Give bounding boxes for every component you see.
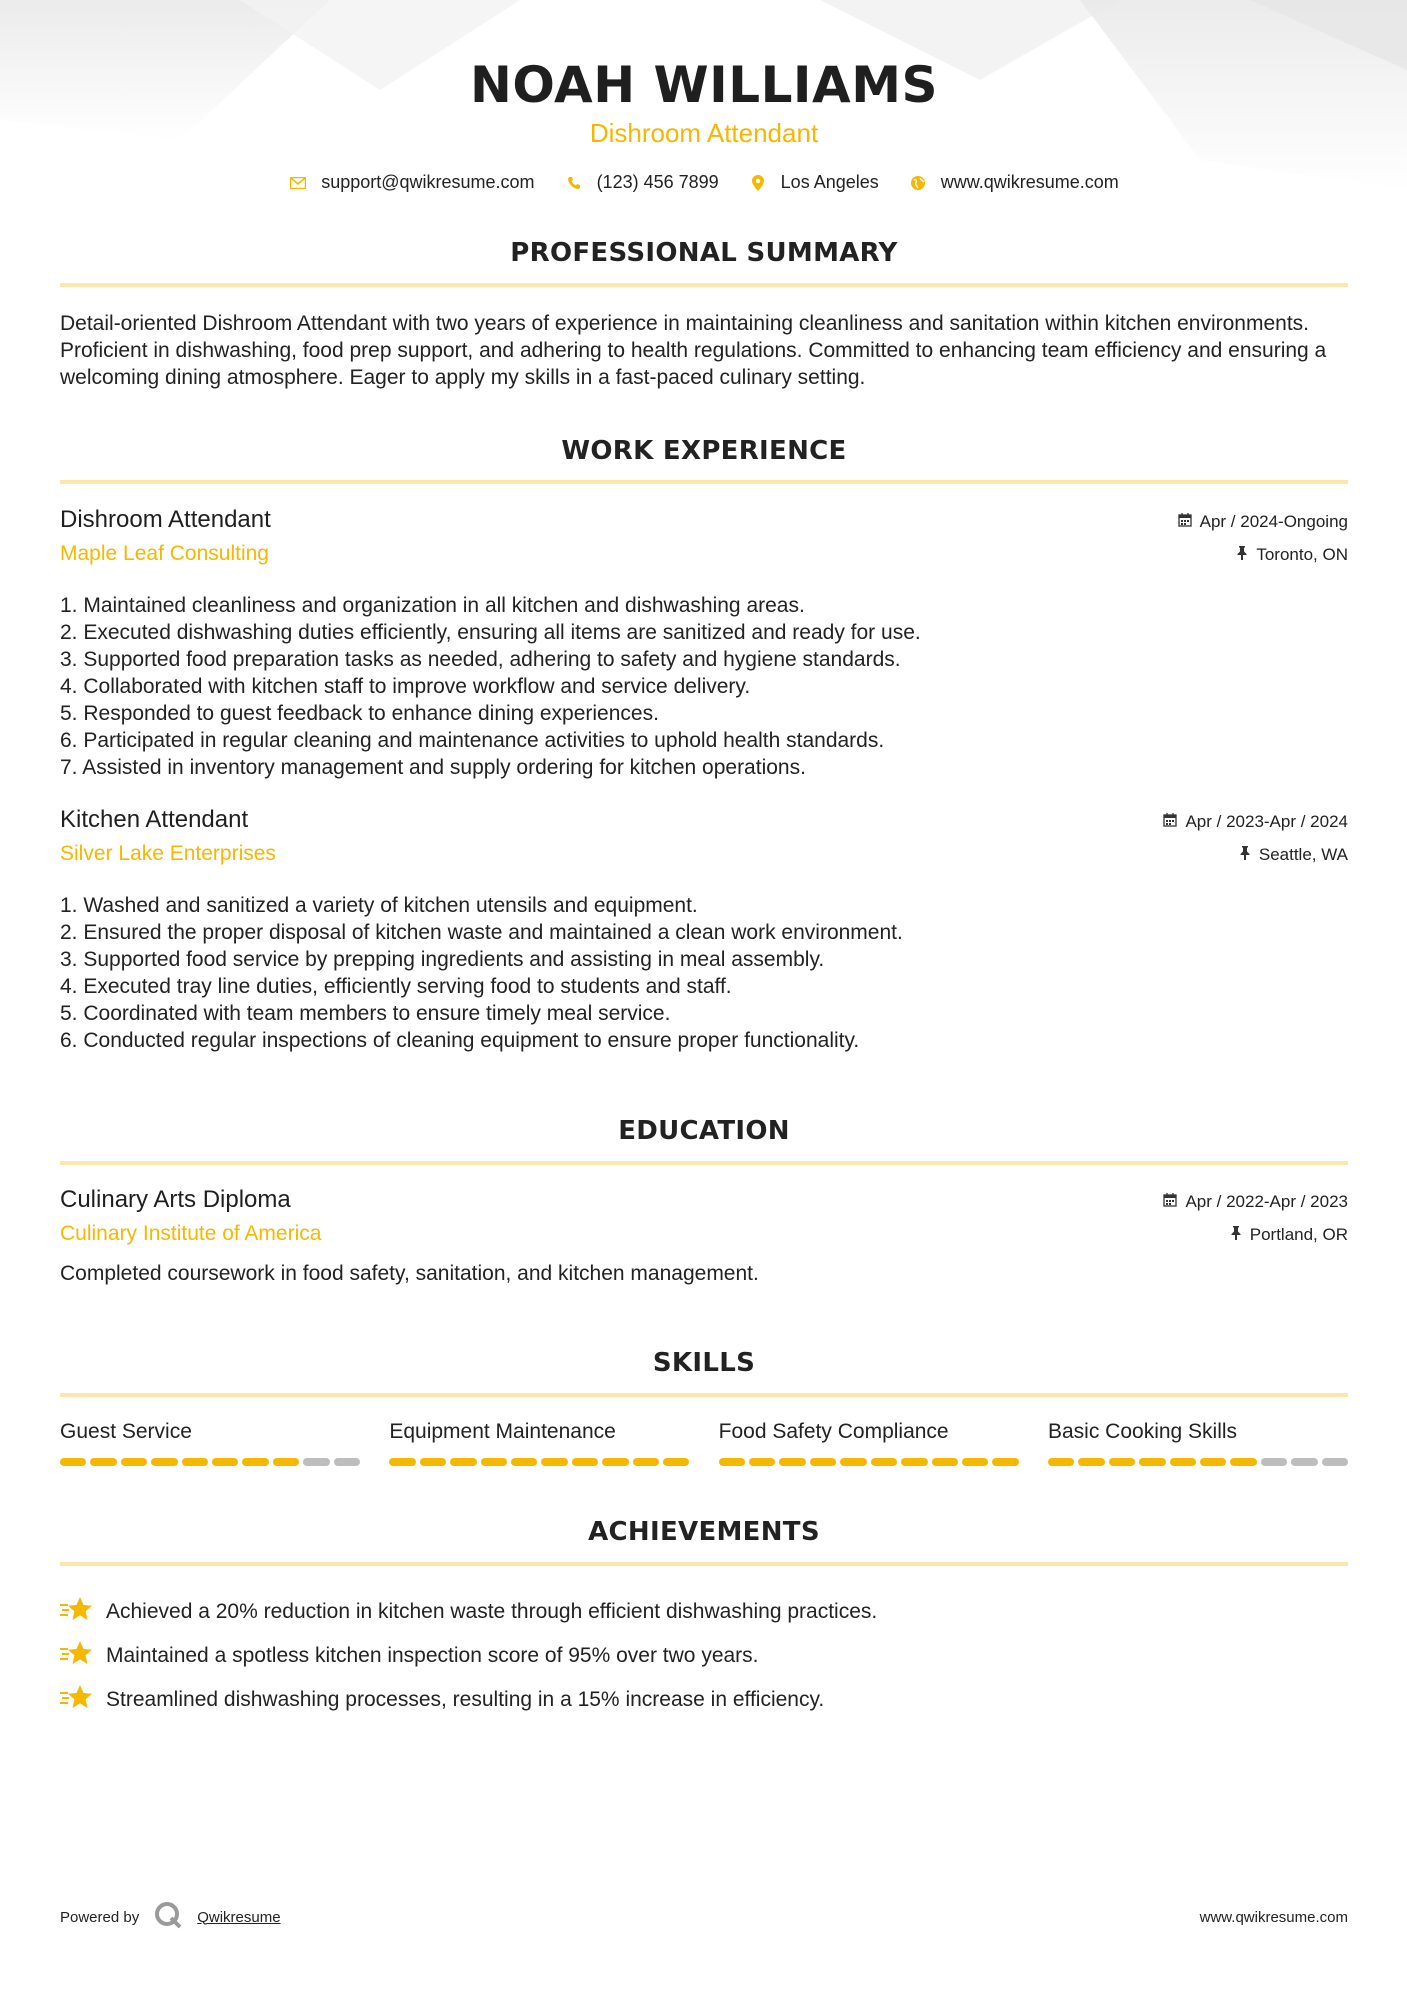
job-location-text: Toronto, ON (1256, 545, 1348, 564)
skill-meter (719, 1458, 1019, 1466)
skill-meter-segment (1291, 1458, 1317, 1466)
skill-meter-segment (633, 1458, 659, 1466)
skill-meter-segment (389, 1458, 415, 1466)
job-company: Maple Leaf Consulting (60, 542, 269, 565)
job-company: Silver Lake Enterprises (60, 842, 276, 865)
contact-location-text: Los Angeles (780, 172, 879, 192)
globe-icon (909, 174, 927, 192)
section-title-achievements: ACHIEVEMENTS (588, 1517, 820, 1547)
section-divider (60, 480, 1348, 484)
contact-website-text: www.qwikresume.com (940, 172, 1119, 192)
achievement-text: Maintained a spotless kitchen inspection score of 95% over two years. (106, 1644, 759, 1667)
skill-meter-segment (1139, 1458, 1165, 1466)
list-item: 4. Collaborated with kitchen staff to improve workflow and service delivery. (60, 675, 751, 698)
skill-name: Guest Service (60, 1420, 192, 1443)
job-date (1178, 512, 1348, 532)
star-icon (60, 1683, 92, 1717)
skill-meter-segment (749, 1458, 775, 1466)
list-item: 1. Washed and sanitized a variety of kitchen utensils and equipment. (60, 894, 698, 917)
list-item: 2. Ensured the proper disposal of kitchen waste and maintained a clean work environment. (60, 921, 903, 944)
education-location-text: Portland, OR (1249, 1225, 1348, 1244)
summary-text: Detail-oriented Dishroom Attendant with two years of experience in maintaining cleanliness and sanitation within kitchen environments. Proficient in dishwashing, food prep support, and adhering to health regulations. Committed to enhancing team efficiency and ensuring a welcoming dining atmosphere. Eager to apply my skills in a fast-paced culinary setting. (60, 312, 1327, 389)
job-date-text: Apr / 2023-Apr / 2024 (1185, 812, 1348, 831)
list-item: 6. Participated in regular cleaning and maintenance activities to uphold health standards. (60, 729, 885, 752)
skill-meter-segment (212, 1458, 238, 1466)
qwikresume-logo-icon (153, 1900, 183, 1934)
skill-meter-segment (242, 1458, 268, 1466)
section-title-experience: WORK EXPERIENCE (561, 436, 847, 466)
pushpin-icon (1230, 1225, 1242, 1245)
job-title: Dishroom Attendant (60, 506, 271, 533)
achievement-item (60, 1634, 1348, 1678)
star-icon (60, 1595, 92, 1629)
skill-meter (1048, 1458, 1348, 1466)
contact-phone[interactable] (565, 172, 719, 193)
job-date-text: Apr / 2024-Ongoing (1199, 512, 1348, 531)
list-item: 5. Coordinated with team members to ensure timely meal service. (60, 1002, 671, 1025)
skill-meter-segment (151, 1458, 177, 1466)
education-header (60, 1186, 1348, 1252)
job-header (60, 506, 1348, 572)
list-item: 2. Executed dishwashing duties efficiently, ensuring all items are sanitized and ready for use. (60, 621, 921, 644)
job-date (1163, 812, 1348, 832)
skill-meter-segment (420, 1458, 446, 1466)
section-divider (60, 1562, 1348, 1566)
list-item: 6. Conducted regular inspections of cleaning equipment to ensure proper functionality. (60, 1029, 860, 1052)
job-entry (60, 806, 1348, 1054)
skill-name: Food Safety Compliance (718, 1420, 949, 1443)
skill-meter-segment (273, 1458, 299, 1466)
education-date (1163, 1192, 1348, 1212)
achievements-list (60, 1590, 1348, 1722)
skill-meter-segment (871, 1458, 897, 1466)
map-marker-icon (749, 174, 767, 192)
skill-meter (389, 1458, 689, 1466)
skills-grid (60, 1420, 1348, 1466)
powered-by-label: Powered by (60, 1908, 140, 1926)
skill-meter-segment (932, 1458, 958, 1466)
section-divider (60, 1161, 1348, 1165)
achievement-text: Achieved a 20% reduction in kitchen waste through efficient dishwashing practices. (106, 1600, 878, 1623)
education-degree: Culinary Arts Diploma (60, 1186, 291, 1213)
skill-meter-segment (182, 1458, 208, 1466)
skill-meter-segment (663, 1458, 689, 1466)
skill-meter-segment (840, 1458, 866, 1466)
job-header (60, 806, 1348, 872)
skill-meter-segment (810, 1458, 836, 1466)
skill-meter-segment (1109, 1458, 1135, 1466)
footer (60, 1900, 1348, 1934)
education-date-text: Apr / 2022-Apr / 2023 (1185, 1192, 1348, 1211)
skill-meter-segment (541, 1458, 567, 1466)
skill-name: Basic Cooking Skills (1047, 1420, 1238, 1443)
skill-item (1048, 1420, 1348, 1466)
skill-meter-segment (511, 1458, 537, 1466)
skill-item (719, 1420, 1019, 1466)
education-description: Completed coursework in food safety, sanitation, and kitchen management. (60, 1262, 759, 1285)
qwikresume-link[interactable]: Qwikresume (197, 1908, 281, 1926)
skill-meter-segment (572, 1458, 598, 1466)
achievement-item (60, 1590, 1348, 1634)
contact-bar (60, 172, 1348, 193)
section-title-skills: SKILLS (652, 1348, 756, 1378)
achievement-item (60, 1678, 1348, 1722)
contact-phone-text: (123) 456 7899 (596, 172, 719, 192)
skill-meter-segment (901, 1458, 927, 1466)
skill-meter-segment (90, 1458, 116, 1466)
education-location (1230, 1225, 1348, 1245)
skill-meter-segment (1261, 1458, 1287, 1466)
job-bullets (60, 592, 1348, 781)
list-item: 3. Supported food service by prepping ingredients and assisting in meal assembly. (60, 948, 825, 971)
education-school: Culinary Institute of America (60, 1222, 322, 1245)
phone-icon (565, 174, 583, 192)
skill-meter-segment (779, 1458, 805, 1466)
skill-meter-segment (1200, 1458, 1226, 1466)
section-divider (60, 1393, 1348, 1397)
skill-meter (60, 1458, 360, 1466)
contact-location (749, 172, 879, 193)
calendar-icon (1163, 812, 1177, 832)
calendar-icon (1163, 1192, 1177, 1212)
job-bullets (60, 892, 1348, 1054)
education-entry (60, 1186, 1348, 1252)
list-item: 1. Maintained cleanliness and organization in all kitchen and dishwashing areas. (60, 594, 805, 617)
skill-meter-segment (121, 1458, 147, 1466)
job-location-text: Seattle, WA (1258, 845, 1348, 864)
skill-meter-segment (602, 1458, 628, 1466)
list-item: 7. Assisted in inventory management and supply ordering for kitchen operations. (60, 756, 806, 779)
job-location (1236, 545, 1348, 565)
envelope-icon (289, 174, 307, 192)
skill-meter-segment (60, 1458, 86, 1466)
skill-meter-segment (992, 1458, 1018, 1466)
skill-meter-segment (303, 1458, 329, 1466)
skill-item (60, 1420, 360, 1466)
pushpin-icon (1239, 845, 1251, 865)
footer-website[interactable]: www.qwikresume.com (1199, 1908, 1348, 1926)
job-location (1239, 845, 1348, 865)
contact-email-text: support@qwikresume.com (321, 172, 535, 192)
skill-meter-segment (1230, 1458, 1256, 1466)
contact-website[interactable] (909, 172, 1119, 193)
list-item: 5. Responded to guest feedback to enhance dining experiences. (60, 702, 659, 725)
skill-meter-segment (1322, 1458, 1348, 1466)
skill-meter-segment (334, 1458, 360, 1466)
achievement-text: Streamlined dishwashing processes, resulting in a 15% increase in efficiency. (106, 1688, 825, 1711)
footer-brand (60, 1900, 281, 1934)
list-item: 3. Supported food preparation tasks as needed, adhering to safety and hygiene standards. (60, 648, 901, 671)
skill-name: Equipment Maintenance (389, 1420, 616, 1443)
section-title-education: EDUCATION (618, 1116, 790, 1146)
list-item: 4. Executed tray line duties, efficiently serving food to students and staff. (60, 975, 732, 998)
candidate-role: Dishroom Attendant (589, 118, 819, 148)
skill-meter-segment (962, 1458, 988, 1466)
skill-meter-segment (1170, 1458, 1196, 1466)
pushpin-icon (1236, 545, 1248, 565)
skill-item (389, 1420, 689, 1466)
candidate-name: NOAH WILLIAMS (470, 56, 938, 114)
skill-meter-segment (1078, 1458, 1104, 1466)
contact-email[interactable] (289, 172, 534, 193)
skill-meter-segment (719, 1458, 745, 1466)
job-entry (60, 506, 1348, 781)
section-divider (60, 283, 1348, 287)
section-title-summary: PROFESSIONAL SUMMARY (510, 238, 898, 268)
job-title: Kitchen Attendant (60, 806, 249, 833)
skill-meter-segment (450, 1458, 476, 1466)
star-icon (60, 1639, 92, 1673)
calendar-icon (1178, 512, 1192, 532)
skill-meter-segment (481, 1458, 507, 1466)
skill-meter-segment (1048, 1458, 1074, 1466)
